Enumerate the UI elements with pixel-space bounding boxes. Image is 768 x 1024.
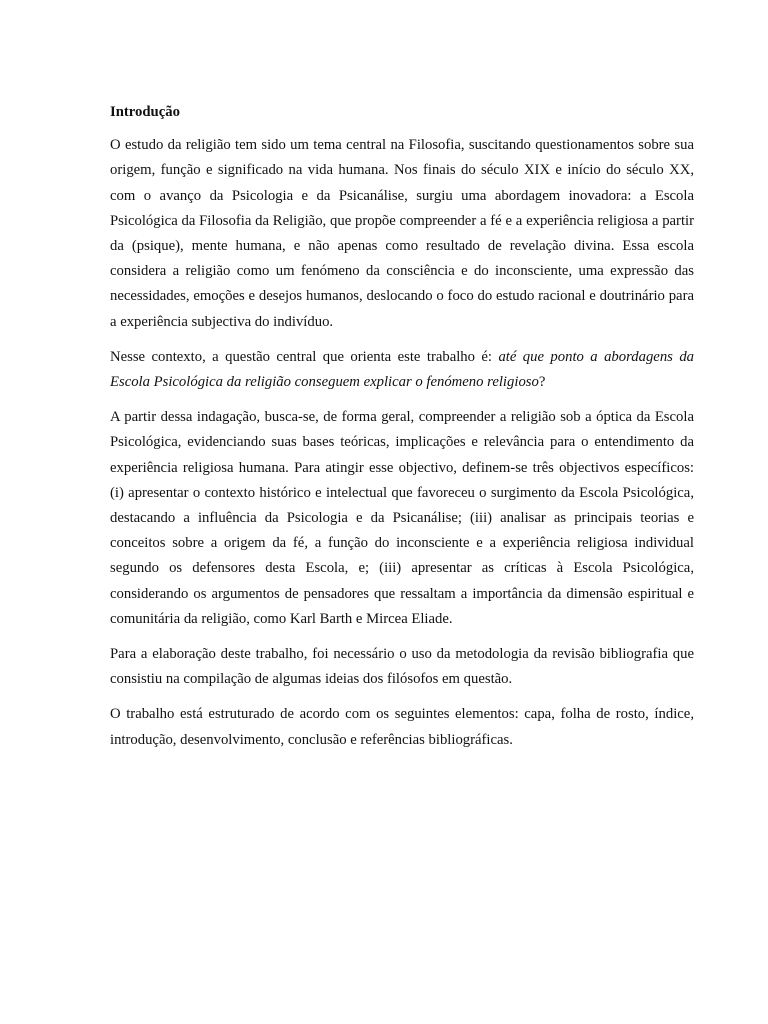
paragraph-objectives: A partir dessa indagação, busca-se, de forma geral, compreender a religião sob a óptica da Escola Psicológica, evidenciando suas bases teóricas, implicações e relevância para o entendimento da experiência religiosa humana. Para atingir esse objectivo, definem-se três objectivos específicos: (i) apresentar o contexto histórico e intelectual que favoreceu o surgimento da Escola Psicológica, destacando a influência da Psicologia e da Psicanálise; (iii) analisar as principais teorias e conceitos sobre a origem da fé, a função do inconsciente e a experiência religiosa individual segundo os defensores desta Escola, e; (iii) apresentar as críticas à Escola Psicológica, considerando os argumentos de pensadores que ressaltam a importância da dimensão espiritual e comunitária da religião, como Karl Barth e Mircea Eliade. (110, 409, 694, 627)
section-heading: Introdução (110, 104, 180, 120)
paragraph-structure: O trabalho está estruturado de acordo com os seguintes elementos: capa, folha de rosto, índice, introdução, desenvolvimento, conclusão e referências bibliográficas. (110, 706, 694, 748)
document-page (110, 100, 694, 763)
research-question-prefix: Nesse contexto, a questão central que orienta este trabalho é: (110, 348, 499, 365)
paragraph-methodology: Para a elaboração deste trabalho, foi necessário o uso da metodologia da revisão bibliografia que consistiu na compilação de algumas ideias dos filósofos em questão. (110, 646, 694, 688)
paragraph-context: O estudo da religião tem sido um tema central na Filosofia, suscitando questionamentos sobre sua origem, função e significado na vida humana. Nos finais do século XIX e início do século XX, com o avanço da Psicologia e da Psicanálise, surgiu uma abordagem inovadora: a Escola Psicológica da Filosofia da Religião, que propõe compreender a fé e a experiência religiosa a partir da (psique), mente humana, e não apenas como resultado de revelação divina. Essa escola considera a religião como um fenómeno da consciência e do inconsciente, uma expressão das necessidades, emoções e desejos humanos, deslocando o foco do estudo racional e doutrinário para a experiência subjectiva do indivíduo. (110, 137, 694, 330)
paragraph-research-question (110, 345, 694, 395)
research-question: até que ponto a abordagens da Escola Psicológica da religião conseguem explicar o fenómeno religioso (110, 348, 695, 391)
research-question-suffix: ? (538, 374, 546, 391)
